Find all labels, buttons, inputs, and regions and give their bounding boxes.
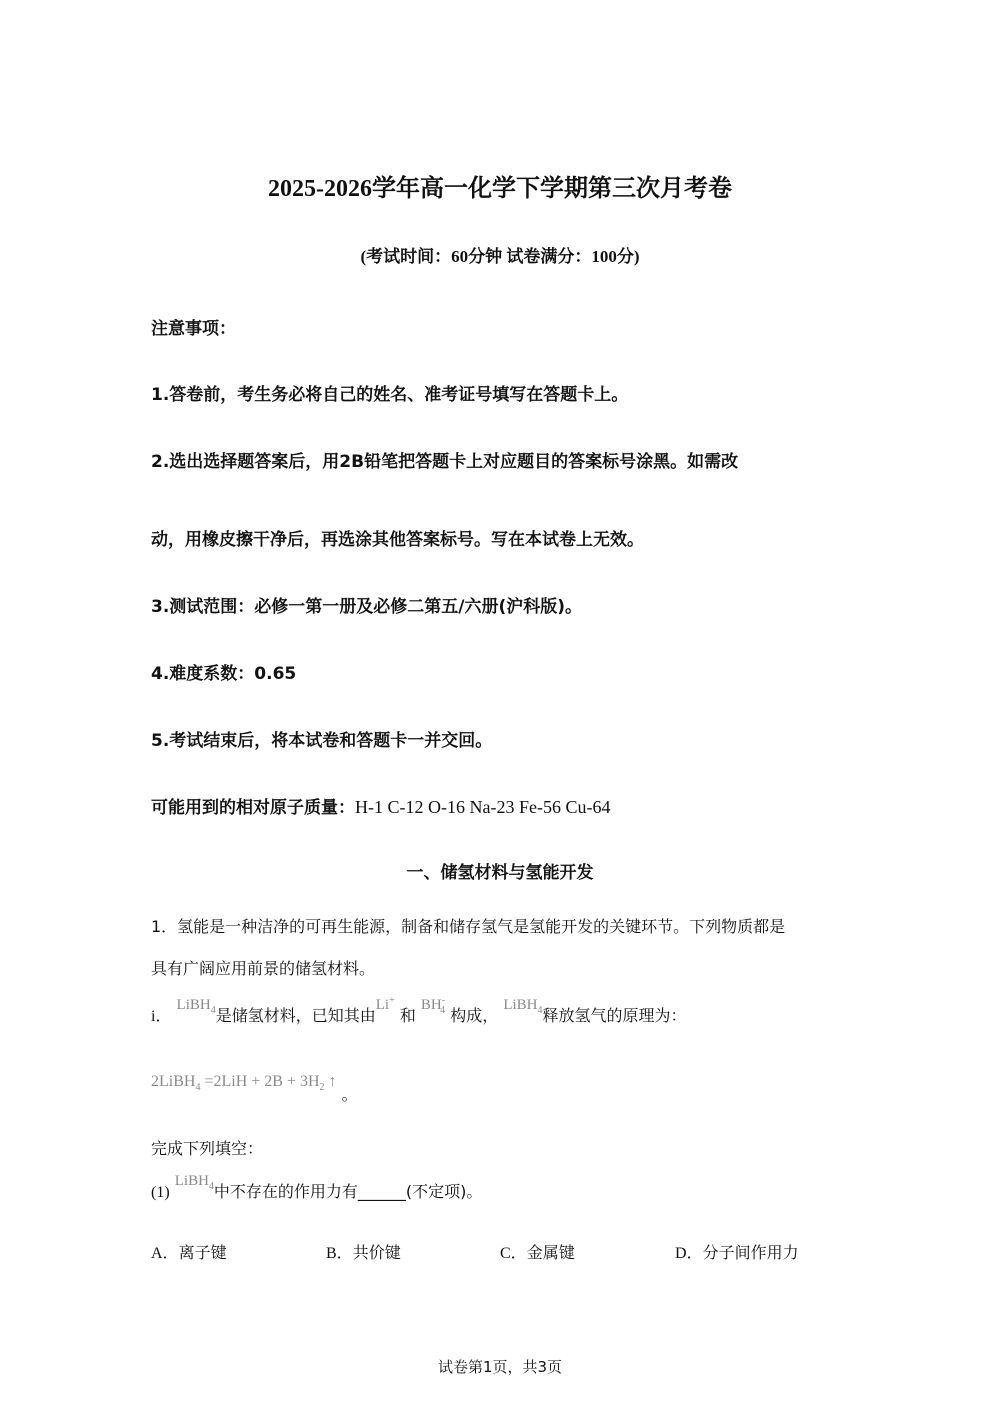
section-heading: 一、储氢材料与氢能开发 [406,863,594,883]
notice-item-5: 5.考试结束后，将本试卷和答题卡一并交回。 [151,731,493,751]
reaction-equation [151,1068,358,1104]
option-a[interactable]: A．离子键 [151,1243,227,1262]
notice-item-2-line-1: 2.选出选择题答案后，用2B铅笔把答题卡上对应题目的答案标号涂黑。如需改 [151,452,739,472]
notice-item-3: 3.测试范围：必修一第一册及必修二第五/六册(沪科版)。 [151,597,583,617]
atomic-masses [151,793,610,818]
option-b[interactable]: B．共价键 [326,1243,401,1262]
subquestion-i: i． LiBH$_4$是储氢材料，已知其由Li+ 和 $BH^-_4$ 构成， LiBH$_4$释放氢气的原理为： [151,995,687,1025]
formula-libh4: LiBH$_4$ [174,1173,214,1192]
notice-item-4: 4.难度系数：0.65 [151,664,297,684]
atomic-masses-values: H-1 C-12 O-16 Na-23 Fe-56 Cu-64 [355,797,611,817]
question-1-stem-line-2: 具有广阔应用前景的储氢材料。 [151,959,376,978]
atomic-masses-label: 可能用到的相对原子质量： [151,798,355,818]
notice-heading: 注意事项： [151,319,236,339]
equation-period: 。 [341,1085,358,1104]
formula-libh4: LiBH$_4$ [503,997,543,1016]
formula-libh4: LiBH$_4$ [176,997,216,1016]
option-d[interactable]: D．分子间作用力 [675,1243,799,1262]
question-1-stem-line-1: 1．氢能是一种洁净的可再生能源，制备和储存氢气是氢能开发的关键环节。下列物质都是 [151,917,786,936]
formula-bh4-ion: $BH^-_4$ [420,995,446,1016]
formula-li-ion: Li+ [375,995,395,1013]
page-title: 2025-2026学年高一化学下学期第三次月考卷 [268,176,732,202]
exam-meta: (考试时间：60分钟 试卷满分：100分) [360,247,640,266]
equation-formula: 2LiBH$_4$ $=2LiH + 2B + 3H_2$ ↑ [151,1073,337,1094]
page-footer: 试卷第1页，共3页 [437,1358,563,1376]
notice-item-1: 1.答卷前，考生务必将自己的姓名、准考证号填写在答题卡上。 [151,385,629,405]
option-c[interactable]: C．金属键 [500,1243,575,1262]
fill-instruction: 完成下列填空： [151,1139,264,1158]
subquestion-1: (1) LiBH$_4$中不存在的作用力有______(不定项)。 [151,1173,483,1201]
notice-item-2-line-2: 动，用橡皮擦干净后，再选涂其他答案标号。写在本试卷上无效。 [151,530,644,550]
